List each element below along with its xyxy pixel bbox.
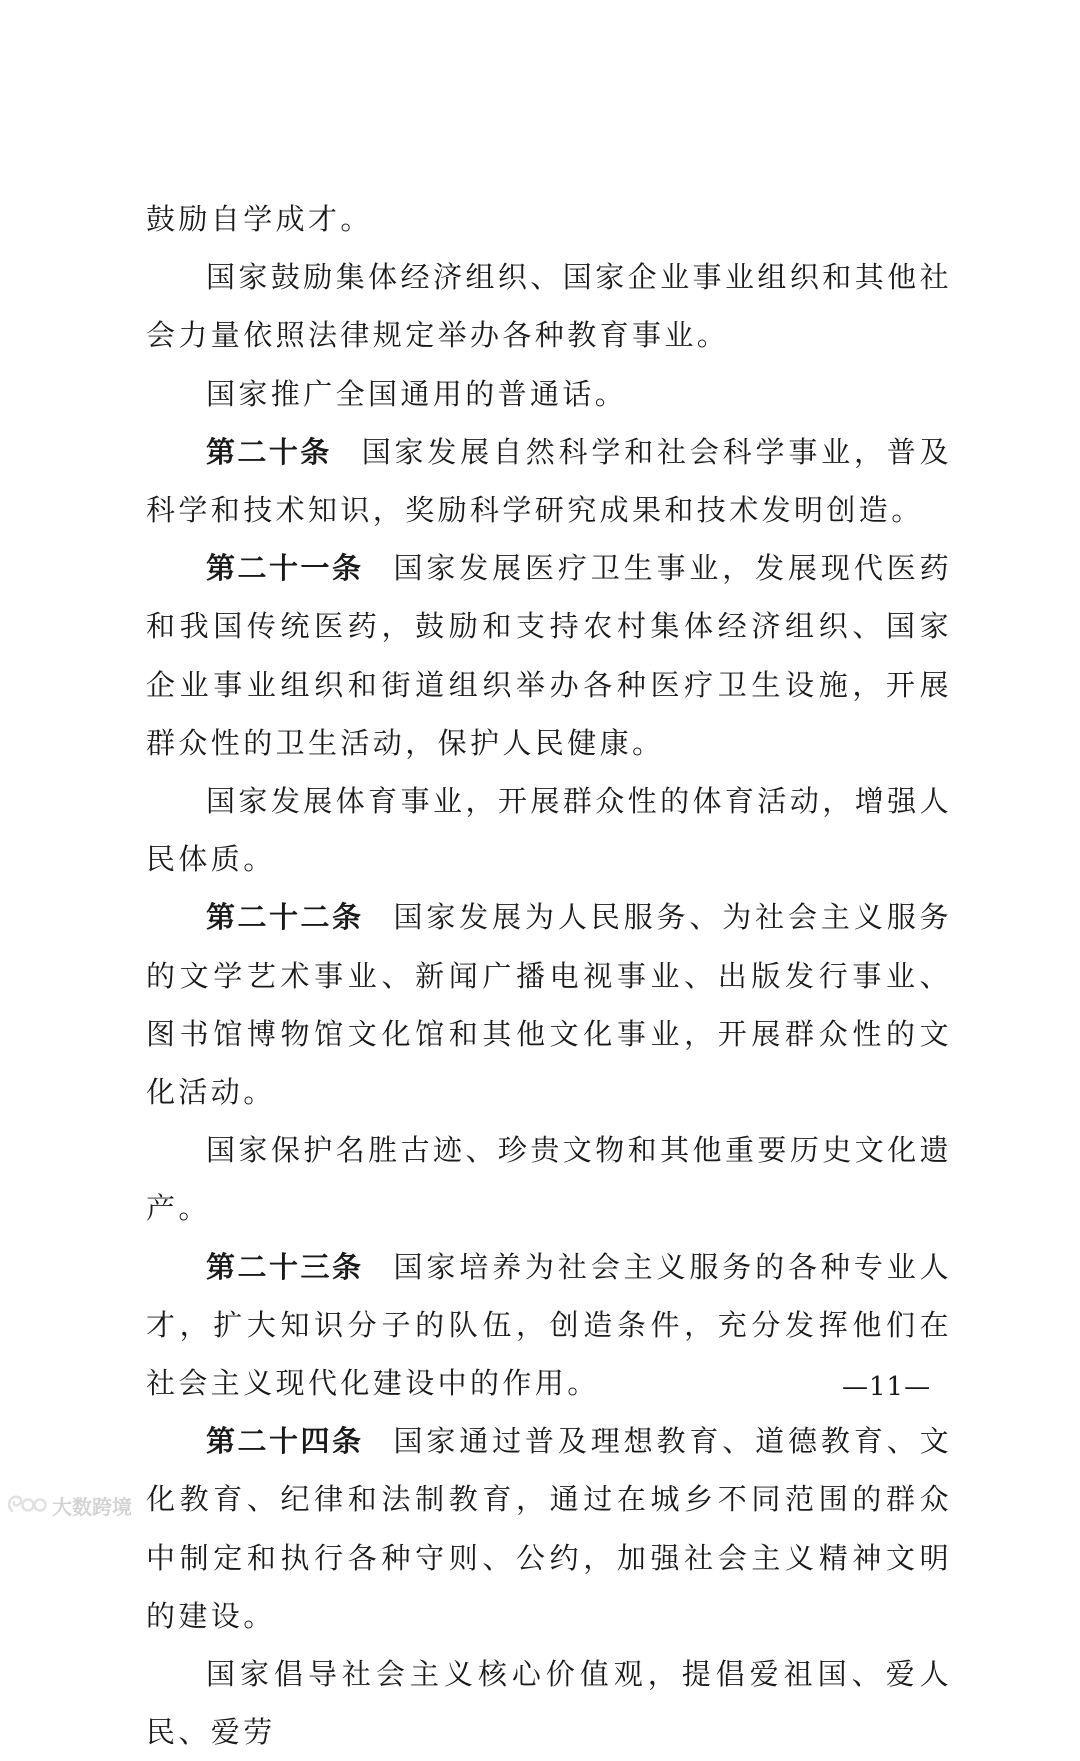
paragraph <box>146 772 952 888</box>
article-paragraph <box>146 423 952 539</box>
paragraph-text: 国家培养为社会主义服务的各种专业人才，扩大知识分子的队伍，创造条件，充分发挥他们在社会主义现代化建设中的作用。 <box>146 1249 952 1401</box>
logo-icon <box>4 1491 48 1519</box>
document-body <box>146 190 952 1761</box>
watermark <box>4 1488 132 1522</box>
watermark-text: 大数跨境 <box>52 1494 132 1519</box>
paragraph <box>146 365 952 423</box>
page-number: —11— <box>842 1372 932 1402</box>
article-paragraph <box>146 888 952 1121</box>
paragraph-text: 国家发展自然科学和社会科学事业，普及科学和技术知识，奖励科学研究成果和技术发明创造。 <box>146 434 952 528</box>
article-number: 第二十条 <box>206 434 332 469</box>
paragraph <box>146 1645 952 1761</box>
paragraph-text: 国家鼓励集体经济组织、国家企业事业组织和其他社会力量依照法律规定举办各种教育事业。 <box>146 260 952 353</box>
paragraph-text: 国家保护名胜古迹、珍贵文物和其他重要历史文化遗产。 <box>146 1133 952 1226</box>
paragraph <box>146 190 952 248</box>
paragraph-text: 国家倡导社会主义核心价值观，提倡爱祖国、爱人民、爱劳 <box>146 1657 952 1750</box>
article-number: 第二十二条 <box>206 900 364 935</box>
paragraph-text: 国家推广全国通用的普通话。 <box>206 376 628 411</box>
article-number: 第二十四条 <box>206 1424 364 1459</box>
paragraph-text: 国家发展体育事业，开展群众性的体育活动，增强人民体质。 <box>146 784 952 877</box>
paragraph-text: 鼓励自学成才。 <box>146 202 373 236</box>
paragraph-text: 国家通过普及理想教育、道德教育、文化教育、纪律和法制教育，通过在城乡不同范围的群众中制定和执行各种守则、公约，加强社会主义精神文明的建设。 <box>146 1424 952 1633</box>
paragraph <box>146 248 952 364</box>
paragraph-text: 国家发展为人民服务、为社会主义服务的文学艺术事业、新闻广播电视事业、出版发行事业、图书馆博物馆文化馆和其他文化事业，开展群众性的文化活动。 <box>146 900 952 1110</box>
paragraph-text: 国家发展医疗卫生事业，发展现代医药和我国传统医药，鼓励和支持农村集体经济组织、国家企业事业组织和街道组织举办各种医疗卫生设施，开展群众性的卫生活动，保护人民健康。 <box>146 551 952 760</box>
article-paragraph <box>146 1238 952 1413</box>
article-paragraph <box>146 539 952 772</box>
article-number: 第二十一条 <box>206 551 364 586</box>
article-number: 第二十三条 <box>206 1249 364 1284</box>
paragraph <box>146 1121 952 1237</box>
